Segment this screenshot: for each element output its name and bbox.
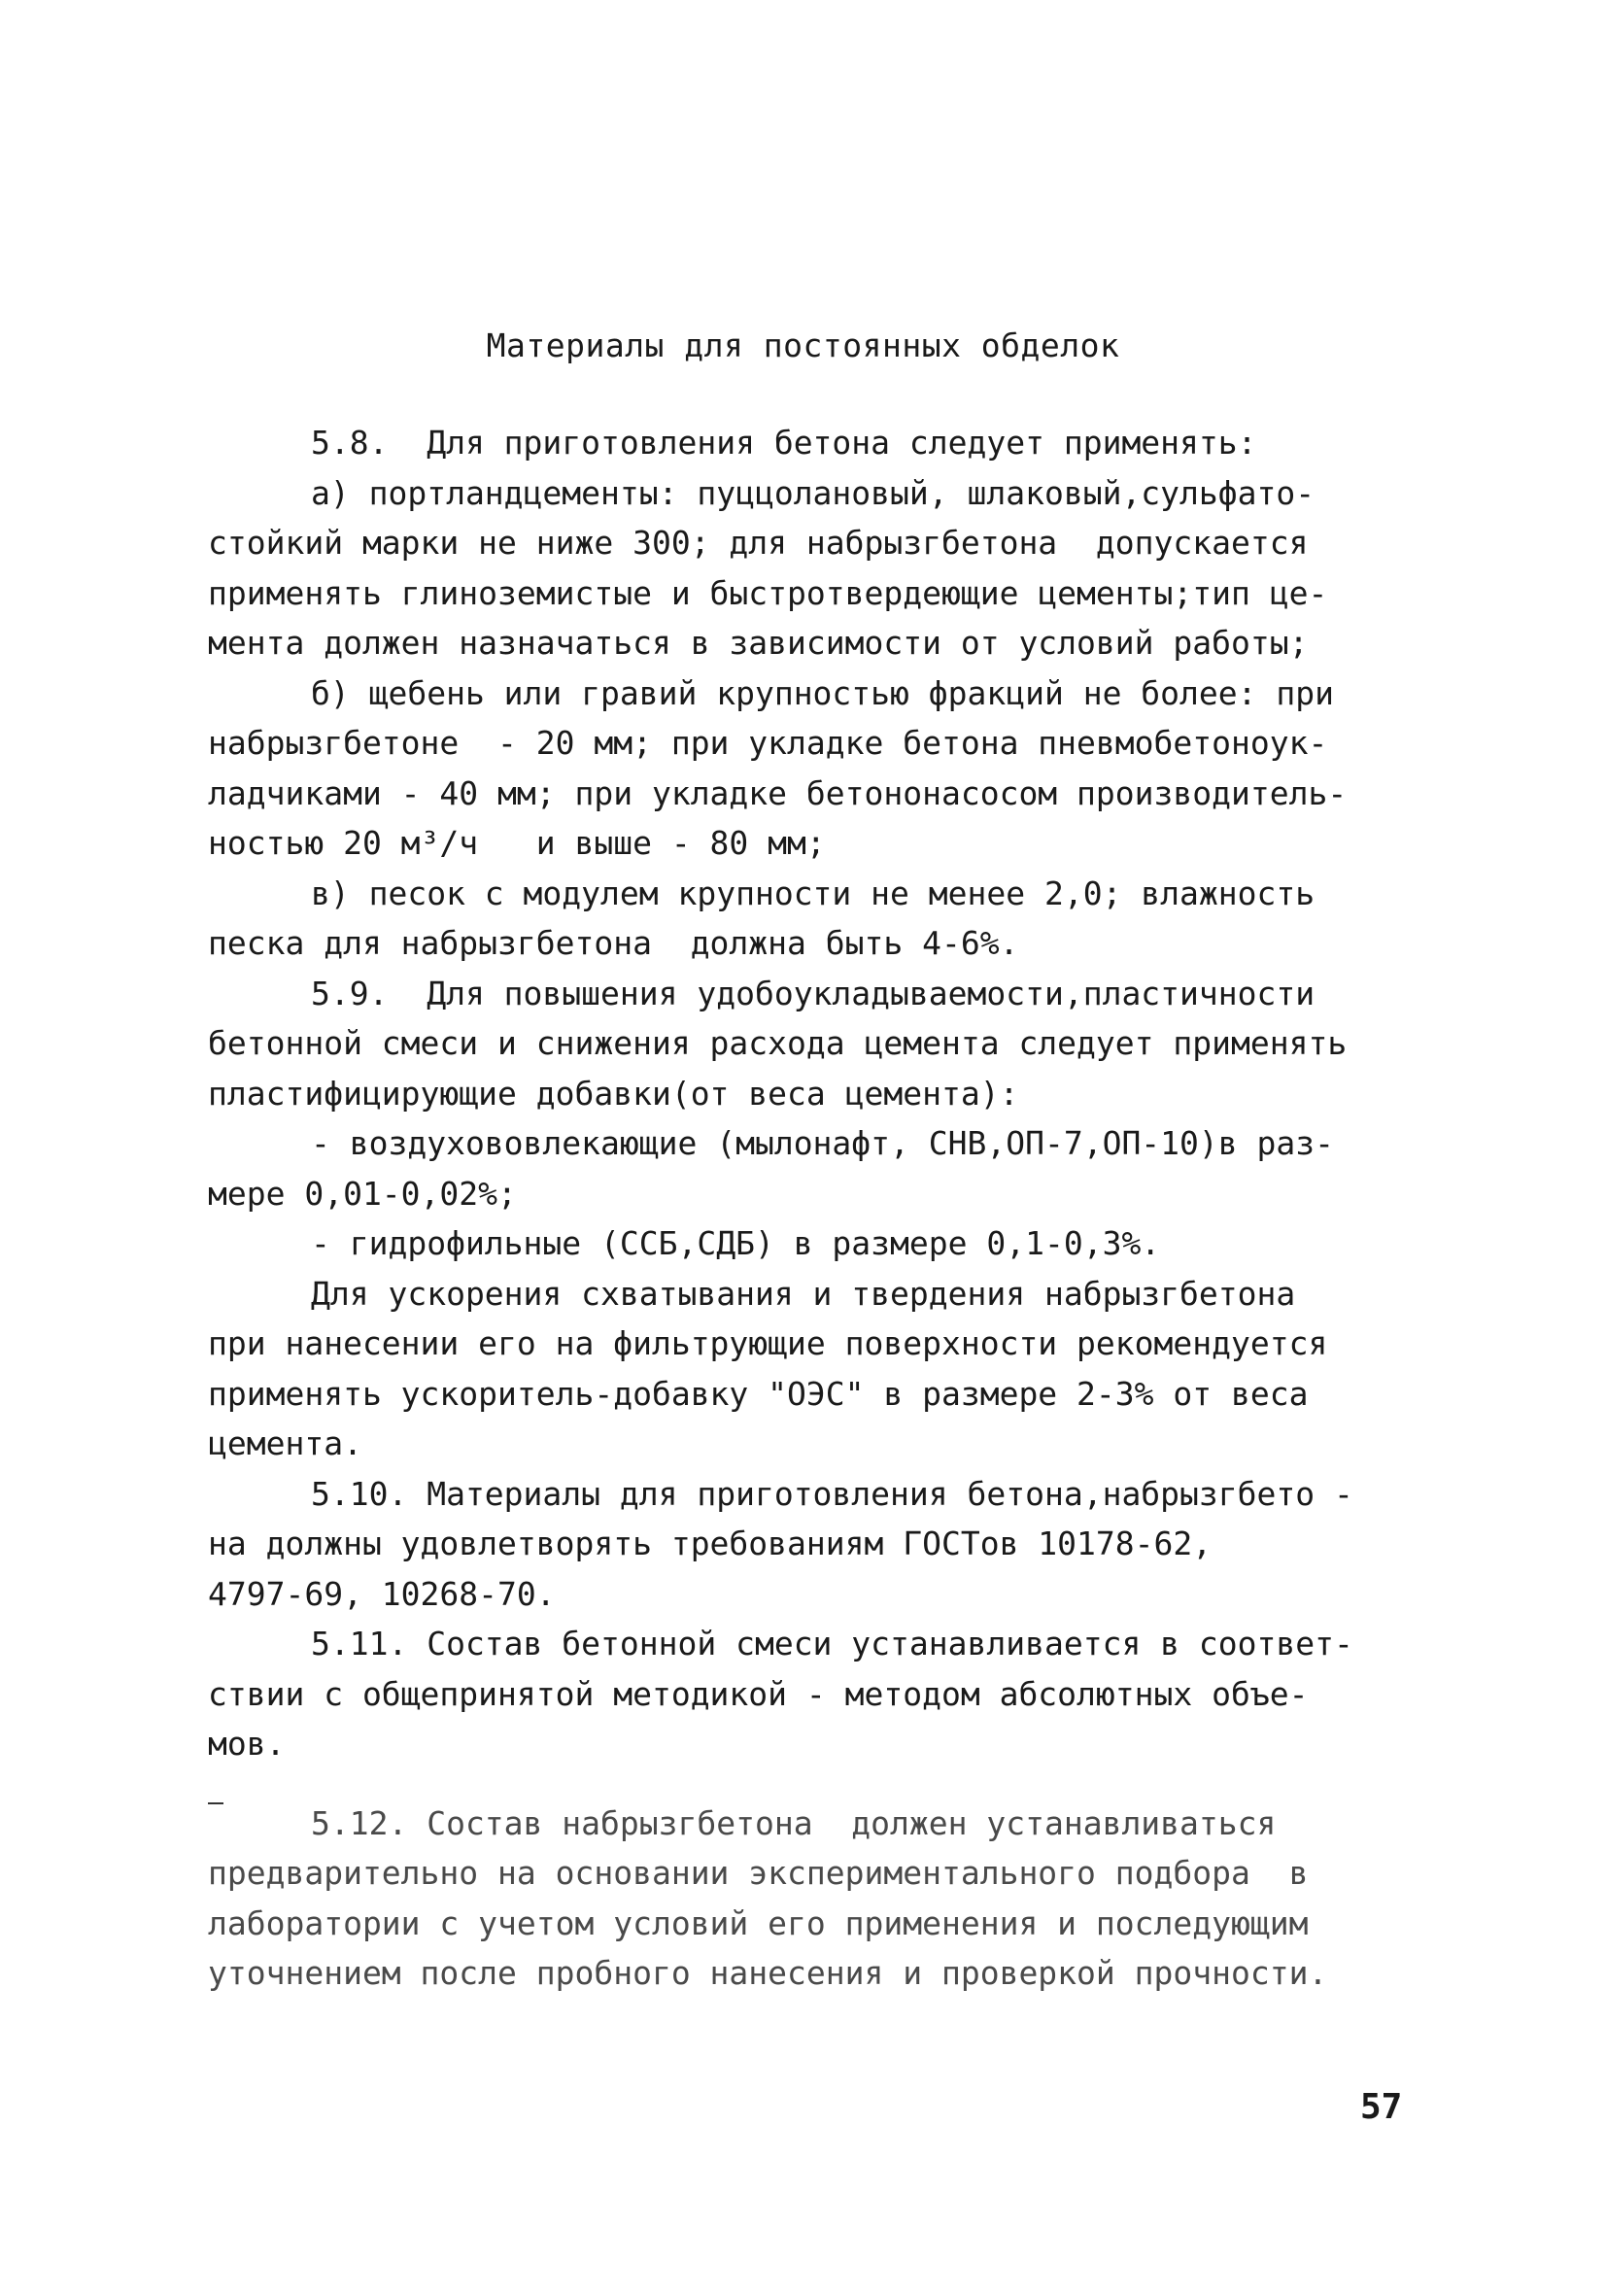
paragraph-gap [208,1769,1432,1799]
text-line: мента должен назначаться в зависимости от условий работы; [208,624,1309,662]
section-heading: Материалы для постоянных обделок [486,326,1120,364]
text-line: ностью 20 м³/ч и выше - 80 мм; [208,824,826,862]
text-line: применять глиноземистые и быстротвердеющие цементы;тип це- [208,573,1328,612]
text-line: бетонной смеси и снижения расхода цемента следует применять [208,1024,1348,1062]
text-line: уточнением после пробного нанесения и проверкой прочности. [208,1954,1328,1992]
text-line: на должны удовлетворять требованиям ГОСТов 10178-62, [208,1525,1213,1562]
text-line: 5.11. Состав бетонной смеси устанавливается в соответ- [311,1625,1353,1662]
text-line: пластифицирующие добавки(от веса цемента): [208,1074,1019,1113]
page-number: 57 [1360,2087,1403,2127]
text-line: песка для набрызгбетона должна быть 4-6%. [208,924,1019,962]
document-body [208,418,1432,1999]
text-line: 5.8. Для приготовления бетона следует применять: [311,424,1257,462]
text-line: предварительно на основании экспериментального подбора в [208,1854,1309,1892]
text-line: - гидрофильные (ССБ,СДБ) в размере 0,1-0,3%. [311,1224,1161,1262]
margin-dash-mark [208,1802,223,1804]
text-line: а) портландцементы: пуццолановый, шлаковый,сульфато- [311,473,1316,512]
text-line: Для ускорения схватывания и твердения набрызгбетона [311,1274,1296,1313]
text-line: 5.10. Материалы для приготовления бетона,набрызгбето - [311,1474,1353,1513]
text-line: в) песок с модулем крупности не менее 2,0; влажность [311,874,1316,912]
text-line: ствии с общепринятой методикой - методом абсолютных объе- [208,1674,1309,1713]
text-line: набрызгбетоне - 20 мм; при укладке бетона пневмобетоноук- [208,724,1328,762]
text-line: цемента. [208,1424,362,1462]
text-line: 5.9. Для повышения удобоукладываемости,пластичности [311,974,1316,1012]
text-line: б) щебень или гравий крупностью фракций не более: при [311,673,1334,712]
text-line: 4797-69, 10268-70. [208,1574,556,1613]
text-line: лаборатории с учетом условий его применения и последующим [208,1903,1309,1942]
text-line: ладчиками - 40 мм; при укладке бетононасосом производитель- [208,773,1348,812]
text-line: мере 0,01-0,02%; [208,1174,517,1213]
text-line: применять ускоритель-добавку "ОЭС" в размере 2-3% от веса [208,1374,1309,1413]
text-line: при нанесении его на фильтрующие поверхности рекомендуется [208,1324,1328,1362]
text-line: - воздухововлекающие (мылонафт, СНВ,ОП-7,ОП-10)в раз- [311,1124,1334,1162]
text-line: стойкий марки не ниже 300; для набрызгбетона допускается [208,524,1309,562]
text-line: 5.12. Состав набрызгбетона должен устанавливаться [311,1803,1277,1842]
text-line: мов. [208,1725,286,1763]
